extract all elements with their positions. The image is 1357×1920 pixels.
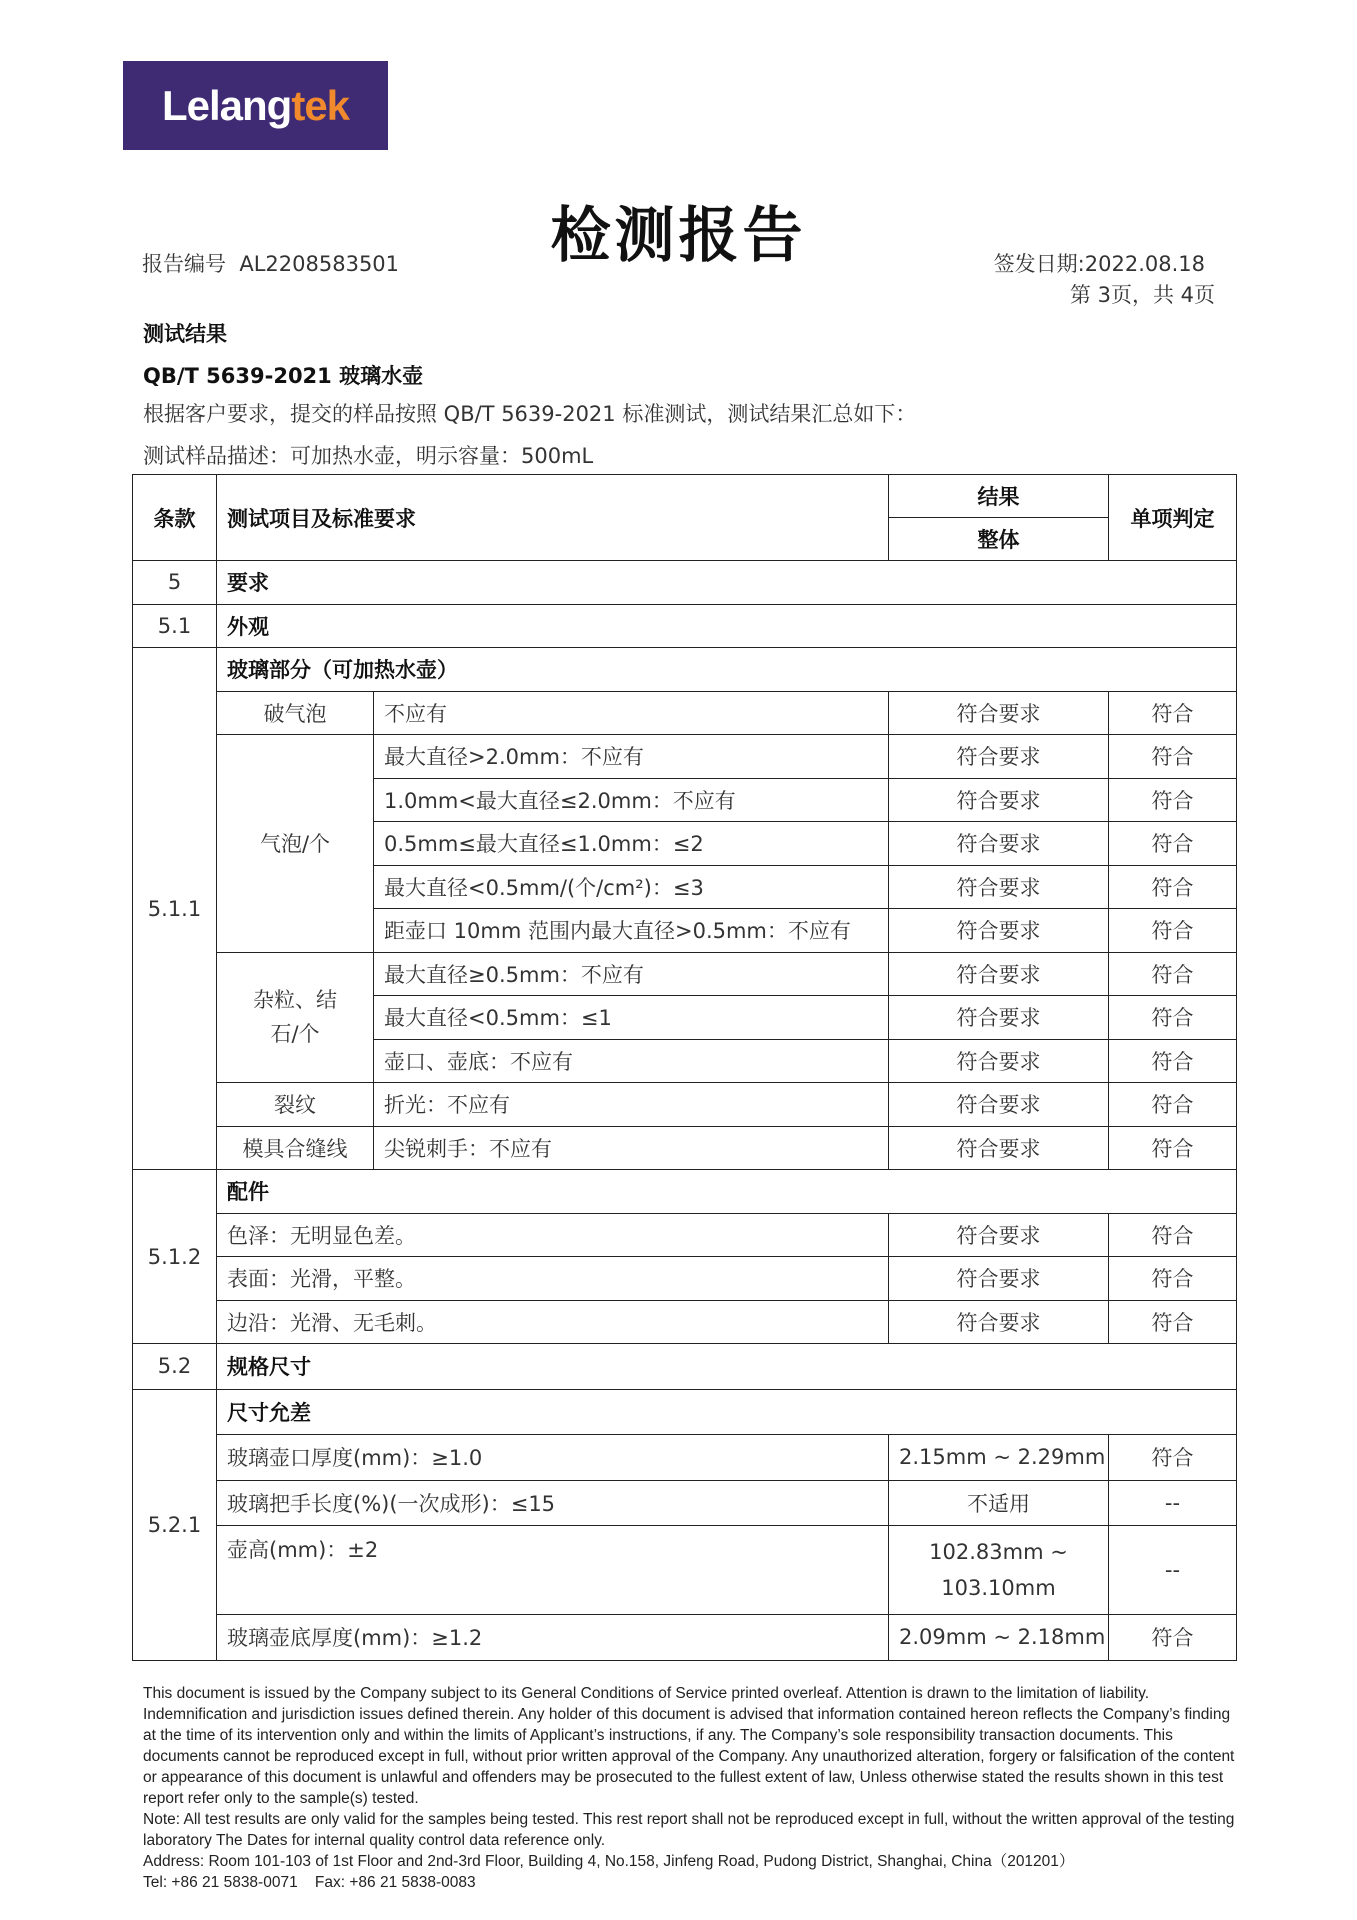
- judgement-cell: 符合: [1109, 865, 1237, 909]
- table-row: [133, 648, 1237, 692]
- requirement-cell: 0.5mm≤最大直径≤1.0mm：≤2: [374, 822, 889, 866]
- result-cell: 符合要求: [889, 1083, 1109, 1127]
- result-cell: 符合要求: [889, 1257, 1109, 1301]
- requirement-cell: 不应有: [374, 691, 889, 735]
- judgement-cell: 符合: [1109, 952, 1237, 996]
- requirement-cell: 折光：不应有: [374, 1083, 889, 1127]
- footer: [143, 1683, 1243, 1893]
- requirement-cell: 玻璃把手长度(%)(一次成形)：≤15: [217, 1480, 889, 1526]
- header-judgement: 单项判定: [1109, 475, 1237, 561]
- result-cell: 符合要求: [889, 952, 1109, 996]
- result-cell: 2.15mm ~ 2.29mm: [889, 1435, 1109, 1481]
- result-cell: 符合要求: [889, 735, 1109, 779]
- result-line: 102.83mm ~: [929, 1540, 1068, 1564]
- clause-cell: 5.1.1: [133, 648, 217, 1170]
- footer-note: Note: All test results are only valid for the samples being tested. This rest report shall not be reproduced except in full, without the written approval of the testing laboratory The Dates for internal quality control data reference only.: [143, 1811, 1235, 1849]
- requirement-cell: 玻璃壶口厚度(mm)：≥1.0: [217, 1435, 889, 1481]
- table-row: [133, 1480, 1237, 1526]
- requirement-cell: 玻璃壶底厚度(mm)：≥1.2: [217, 1615, 889, 1661]
- table-row: [133, 1300, 1237, 1344]
- logo-text-accent: tek: [291, 81, 350, 129]
- section-cell: 配件: [217, 1170, 1237, 1214]
- requirement-cell: 最大直径<0.5mm：≤1: [374, 996, 889, 1040]
- section-cell: 要求: [217, 561, 1237, 605]
- logo-text: Lelang: [161, 81, 292, 129]
- result-cell: 符合要求: [889, 1039, 1109, 1083]
- table-row: [133, 1126, 1237, 1170]
- judgement-cell: 符合: [1109, 778, 1237, 822]
- result-cell: 符合要求: [889, 1126, 1109, 1170]
- judgement-cell: 符合: [1109, 1039, 1237, 1083]
- table-row: [133, 735, 1237, 779]
- result-cell: 不适用: [889, 1480, 1109, 1526]
- report-title: 检测报告: [550, 201, 807, 271]
- requirement-cell: 1.0mm<最大直径≤2.0mm：不应有: [374, 778, 889, 822]
- group-cell: 破气泡: [217, 691, 374, 735]
- section-cell: 玻璃部分（可加热水壶）: [217, 648, 1237, 692]
- table-row: [133, 1257, 1237, 1301]
- clause-cell: 5.2.1: [133, 1389, 217, 1660]
- result-cell: 符合要求: [889, 691, 1109, 735]
- table-row: [133, 561, 1237, 605]
- issue-date: 签发日期:2022.08.18: [993, 252, 1205, 276]
- clause-cell: 5.1: [133, 604, 217, 648]
- judgement-cell: 符合: [1109, 1213, 1237, 1257]
- requirement-cell: 表面：光滑，平整。: [217, 1257, 889, 1301]
- result-cell: 符合要求: [889, 778, 1109, 822]
- table-row: [133, 691, 1237, 735]
- requirement-cell: 最大直径≥0.5mm：不应有: [374, 952, 889, 996]
- clause-cell: 5: [133, 561, 217, 605]
- result-cell: 2.09mm ~ 2.18mm: [889, 1615, 1109, 1661]
- requirement-cell: 边沿：光滑、无毛刺。: [217, 1300, 889, 1344]
- report-number-label: 报告编号: [142, 252, 226, 276]
- clause-cell: 5.1.2: [133, 1170, 217, 1344]
- judgement-cell: 符合: [1109, 822, 1237, 866]
- requirement-cell: 壶高(mm)：±2: [217, 1526, 889, 1615]
- table-header-row: [133, 475, 1237, 518]
- judgement-cell: --: [1109, 1480, 1237, 1526]
- header-overall: 整体: [889, 518, 1109, 561]
- footer-address: Address: Room 101-103 of 1st Floor and 2nd-3rd Floor, Building 4, No.158, Jinfeng Road, Pudong District, Shanghai, China（201201）: [143, 1853, 1075, 1870]
- group-cell: 裂纹: [217, 1083, 374, 1127]
- judgement-cell: 符合: [1109, 996, 1237, 1040]
- result-cell: 符合要求: [889, 1213, 1109, 1257]
- sample-description: 测试样品描述：可加热水壶，明示容量：500mL: [143, 444, 594, 468]
- result-cell: 符合要求: [889, 865, 1109, 909]
- table-row: [133, 1213, 1237, 1257]
- header-clause: 条款: [133, 475, 217, 561]
- table-row: [133, 1083, 1237, 1127]
- judgement-cell: 符合: [1109, 1257, 1237, 1301]
- requirement-cell: 壶口、壶底：不应有: [374, 1039, 889, 1083]
- table-row: [133, 1615, 1237, 1661]
- group-cell: 气泡/个: [217, 735, 374, 953]
- footer-tel: Tel: +86 21 5838-0071 Fax: +86 21 5838-0083: [143, 1874, 476, 1891]
- result-cell: 符合要求: [889, 909, 1109, 953]
- report-number: [142, 248, 399, 278]
- clause-cell: 5.2: [133, 1344, 217, 1390]
- section-cell: 尺寸允差: [217, 1389, 1237, 1435]
- table-row: [133, 604, 1237, 648]
- requirement-cell: 最大直径<0.5mm/(个/cm²)：≤3: [374, 865, 889, 909]
- standard-title: QB/T 5639-2021 玻璃水壶: [143, 364, 424, 388]
- judgement-cell: 符合: [1109, 1300, 1237, 1344]
- result-cell: 符合要求: [889, 1300, 1109, 1344]
- results-table: [132, 474, 1237, 1661]
- footer-disclaimer: This document is issued by the Company subject to its General Conditions of Service printed overleaf. Attention is drawn to the limitation of liability. Indemnification and jurisdiction issues defined therein. Any holder of this document is advised that information contained hereon reflects the Company’s finding at the time of its intervention only and within the limits of Applicant’s instructions, if any. The Company’s sole responsibility transaction documents. This documents cannot be reproduced except in full, without prior written approval of the Company. Any unauthorized alteration, forgery or falsification of the content or appearance of this document is unlawful and offenders may be prosecuted to the fullest extent of law, Unless otherwise stated the results shown in this test report refer only to the sample(s) tested.: [143, 1685, 1235, 1807]
- table-row: [133, 1526, 1237, 1615]
- requirement-cell: 尖锐刺手：不应有: [374, 1126, 889, 1170]
- group-cell: 模具合缝线: [217, 1126, 374, 1170]
- section-cell: 规格尺寸: [217, 1344, 1237, 1390]
- company-logo: [123, 61, 388, 150]
- table-row: [133, 1344, 1237, 1390]
- table-row: [133, 1170, 1237, 1214]
- judgement-cell: 符合: [1109, 1126, 1237, 1170]
- section-cell: 外观: [217, 604, 1237, 648]
- header-item: 测试项目及标准要求: [217, 475, 889, 561]
- group-cell: 杂粒、结石/个: [217, 952, 374, 1083]
- judgement-cell: 符合: [1109, 1435, 1237, 1481]
- report-number-value: AL2208583501: [239, 252, 400, 276]
- table-row: [133, 1389, 1237, 1435]
- judgement-cell: 符合: [1109, 1083, 1237, 1127]
- result-cell: 符合要求: [889, 822, 1109, 866]
- judgement-cell: 符合: [1109, 1615, 1237, 1661]
- table-row: [133, 1435, 1237, 1481]
- section-title: 测试结果: [143, 322, 227, 346]
- result-cell: 符合要求: [889, 996, 1109, 1040]
- table-row: [133, 952, 1237, 996]
- result-line: 103.10mm: [941, 1576, 1056, 1600]
- result-cell: [889, 1526, 1109, 1615]
- judgement-cell: 符合: [1109, 909, 1237, 953]
- judgement-cell: 符合: [1109, 735, 1237, 779]
- requirement-cell: 最大直径>2.0mm：不应有: [374, 735, 889, 779]
- page-info: 第 3页，共 4页: [1069, 283, 1215, 307]
- judgement-cell: 符合: [1109, 691, 1237, 735]
- requirement-cell: 距壶口 10mm 范围内最大直径>0.5mm：不应有: [374, 909, 889, 953]
- header-result: 结果: [889, 475, 1109, 518]
- judgement-cell: --: [1109, 1526, 1237, 1615]
- requirement-cell: 色泽：无明显色差。: [217, 1213, 889, 1257]
- intro-text: 根据客户要求，提交的样品按照 QB/T 5639-2021 标准测试，测试结果汇总如下：: [143, 402, 917, 426]
